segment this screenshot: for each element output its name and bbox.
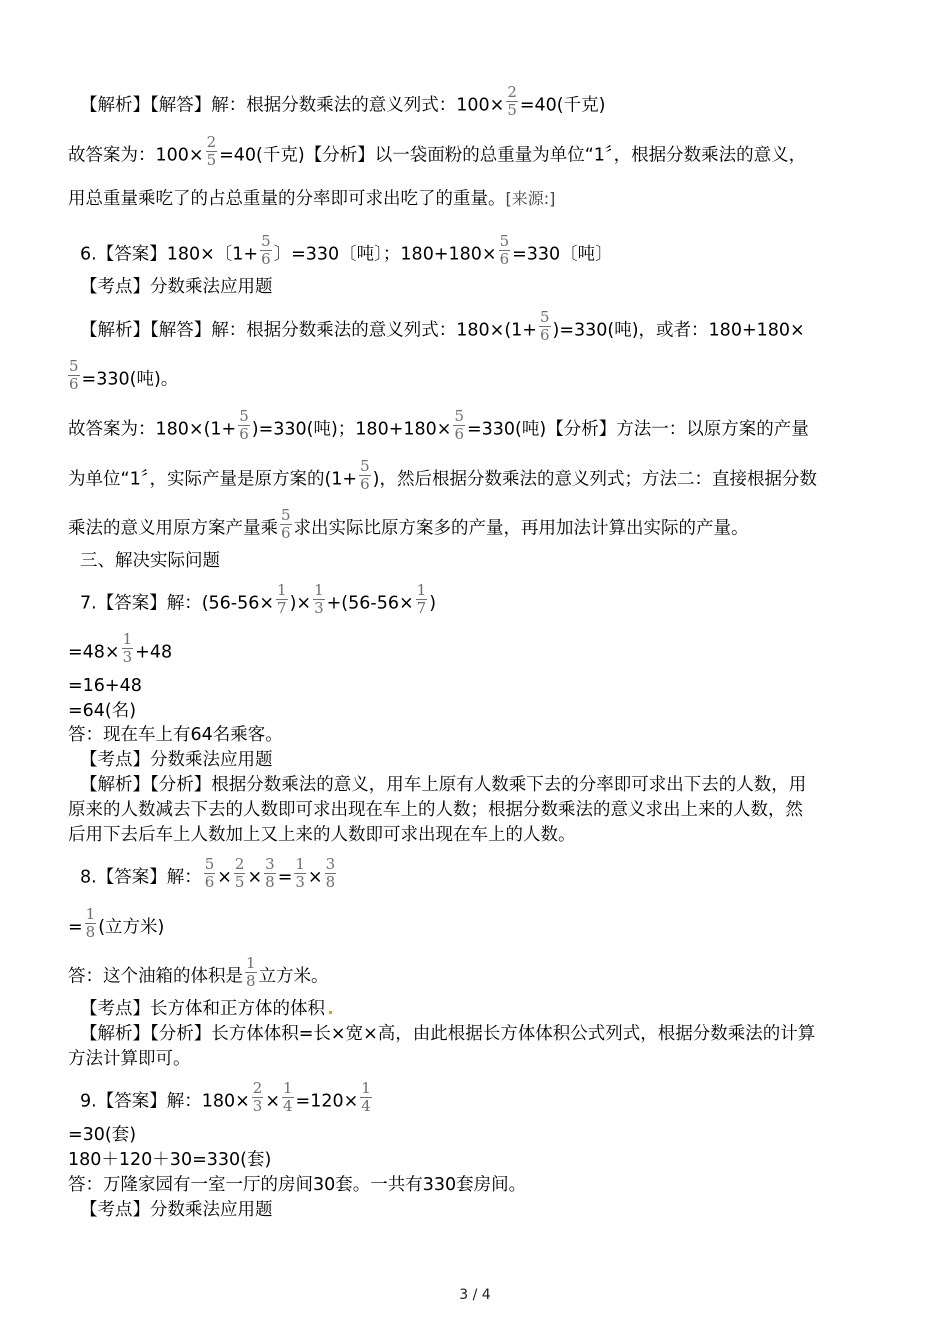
fraction-3-8: $\frac{3}{8}$ bbox=[325, 855, 336, 891]
fraction-5-6: $\frac{5}{6}$ bbox=[261, 232, 271, 268]
section-heading: 三、解决实际问题 bbox=[80, 551, 220, 571]
answer-line-q5: 故答案为：100× $\frac{2}{5}$ =40(千克)【分析】以一袋面粉的总重量为单位“1〞，根据分数乘法的意义， bbox=[68, 133, 807, 169]
fraction-1-4: $\frac{1}{4}$ bbox=[282, 1079, 293, 1115]
fraction-5-6: $\frac{5}{6}$ bbox=[69, 357, 79, 393]
fraction-1-8: $\frac{1}{8}$ bbox=[85, 905, 96, 941]
answer-q6: 6.【答案】180×〔1+ $\frac{5}{6}$ 〕=330〔吨〕；180+180× $\frac{5}{6}$ =330〔吨〕 bbox=[80, 232, 613, 268]
page-number: 3 / 4 bbox=[459, 1287, 491, 1303]
reply-q7: 答：现在车上有64名乘客。 bbox=[68, 725, 283, 745]
fraction-1-7: $\frac{1}{7}$ bbox=[277, 581, 287, 617]
analysis-line-q5: 【解析】【解答】解：根据分数乘法的意义列式：100× $\frac{2}{5}$ =40(千克) bbox=[80, 83, 606, 119]
analysis-q8: 【解析】【分析】长方体体积=长×宽×高，由此根据长方体体积公式列式，根据分数乘法的计算 bbox=[80, 1024, 816, 1044]
step-q9-1: =30(套) bbox=[68, 1125, 137, 1145]
fraction-5-6: $\frac{5}{6}$ bbox=[454, 407, 464, 443]
fraction-5-6: $\frac{5}{6}$ bbox=[499, 232, 510, 268]
answer-q7: 7.【答案】解：(56-56× $\frac{1}{7}$ )× $\frac{1}{3}$ +(56-56× $\frac{1}{7}$ ) bbox=[80, 581, 437, 617]
topic-q7: 【考点】分数乘法应用题 bbox=[80, 750, 273, 770]
analysis-q7-3: 后用下去后车上人数加上又上来的人数即可求出现在车上的人数。 bbox=[68, 825, 576, 845]
analysis-method2-q6: 乘法的意义用原方案产量乘 $\frac{5}{6}$ 求出实际比原方案多的产量，再用加法计算出实际的产量。 bbox=[68, 506, 749, 542]
reply-q9: 答：万隆家园有一室一厅的房间30套。一共有330套房间。 bbox=[68, 1175, 527, 1195]
fraction-1-8: $\frac{1}{8}$ bbox=[246, 954, 256, 990]
decorative-dot bbox=[329, 1011, 332, 1014]
analysis-q7: 【解析】【分析】根据分数乘法的意义，用车上原有人数乘下去的分率即可求出下去的人数，用 bbox=[80, 775, 807, 795]
topic-q8: 【考点】长方体和正方体的体积 bbox=[80, 998, 332, 1020]
fraction-1-7: $\frac{1}{7}$ bbox=[416, 581, 427, 617]
fraction-5-6: $\frac{5}{6}$ bbox=[204, 855, 215, 891]
fraction-5-6: $\frac{5}{6}$ bbox=[281, 506, 291, 542]
step-q7-2: =16+48 bbox=[68, 676, 142, 696]
step-q9-2: 180＋120＋30=330(套) bbox=[68, 1150, 272, 1170]
fraction-3-8: $\frac{3}{8}$ bbox=[265, 855, 275, 891]
analysis-q7-2: 原来的人数减去下去的人数即可求出现在车上的人数；根据分数乘法的意义求出上来的人数，然 bbox=[68, 800, 803, 820]
reply-q8: 答：这个油箱的体积是 $\frac{1}{8}$ 立方米。 bbox=[68, 954, 329, 990]
fraction-1-3: $\frac{1}{3}$ bbox=[295, 855, 305, 891]
step-q8-1: = $\frac{1}{8}$ (立方米) bbox=[68, 905, 165, 941]
topic-q9: 【考点】分数乘法应用题 bbox=[80, 1200, 273, 1220]
answer-summary-q6: 故答案为：180×(1+ $\frac{5}{6}$ )=330(吨)；180+180× $\frac{5}{6}$ =330(吨)【分析】方法一：以原方案的产量 bbox=[68, 407, 809, 443]
fraction-1-3: $\frac{1}{3}$ bbox=[314, 581, 324, 617]
fraction-2-3: $\frac{2}{3}$ bbox=[252, 1079, 263, 1115]
step-q7-3: =64(名) bbox=[68, 701, 137, 721]
fraction-2-5: $\frac{2}{5}$ bbox=[234, 855, 245, 891]
answer-q9: 9.【答案】解：180× $\frac{2}{3}$ × $\frac{1}{4}$ =120× $\frac{1}{4}$ bbox=[80, 1079, 371, 1115]
analysis-q6: 【解析】【解答】解：根据分数乘法的意义列式：180×(1+ $\frac{5}{6}$ )=330(吨)，或者：180+180× bbox=[80, 308, 805, 344]
analysis-q8-2: 方法计算即可。 bbox=[68, 1049, 191, 1069]
analysis-q6-continued: $\frac{5}{6}$ =330(吨)。 bbox=[69, 357, 179, 393]
step-q7-1: =48× $\frac{1}{3}$ +48 bbox=[68, 630, 173, 666]
fraction-5-6: $\frac{5}{6}$ bbox=[239, 407, 249, 443]
fraction-5-6: $\frac{5}{6}$ bbox=[539, 308, 550, 344]
fraction-5-6: $\frac{5}{6}$ bbox=[360, 457, 370, 493]
source-note: [来源:] bbox=[505, 189, 556, 208]
fraction-2-5: $\frac{2}{5}$ bbox=[206, 133, 217, 169]
answer-q8: 8.【答案】解： $\frac{5}{6}$ × $\frac{2}{5}$ × $\frac{3}{8}$ = $\frac{1}{3}$ × $\frac{3}{8}$ bbox=[80, 855, 336, 891]
fraction-1-4: $\frac{1}{4}$ bbox=[361, 1079, 371, 1115]
topic-q6: 【考点】分数乘法应用题 bbox=[80, 277, 273, 297]
analysis-continuation-q5: 用总重量乘吃了的占总重量的分率即可求出吃了的重量。[来源:] bbox=[68, 189, 556, 209]
analysis-method-q6: 为单位“1〞，实际产量是原方案的(1+ $\frac{5}{6}$ )，然后根据分数乘法的意义列式；方法二：直接根据分数 bbox=[68, 457, 817, 493]
fraction-1-3: $\frac{1}{3}$ bbox=[122, 630, 133, 666]
fraction-2-5: $\frac{2}{5}$ bbox=[507, 83, 517, 119]
